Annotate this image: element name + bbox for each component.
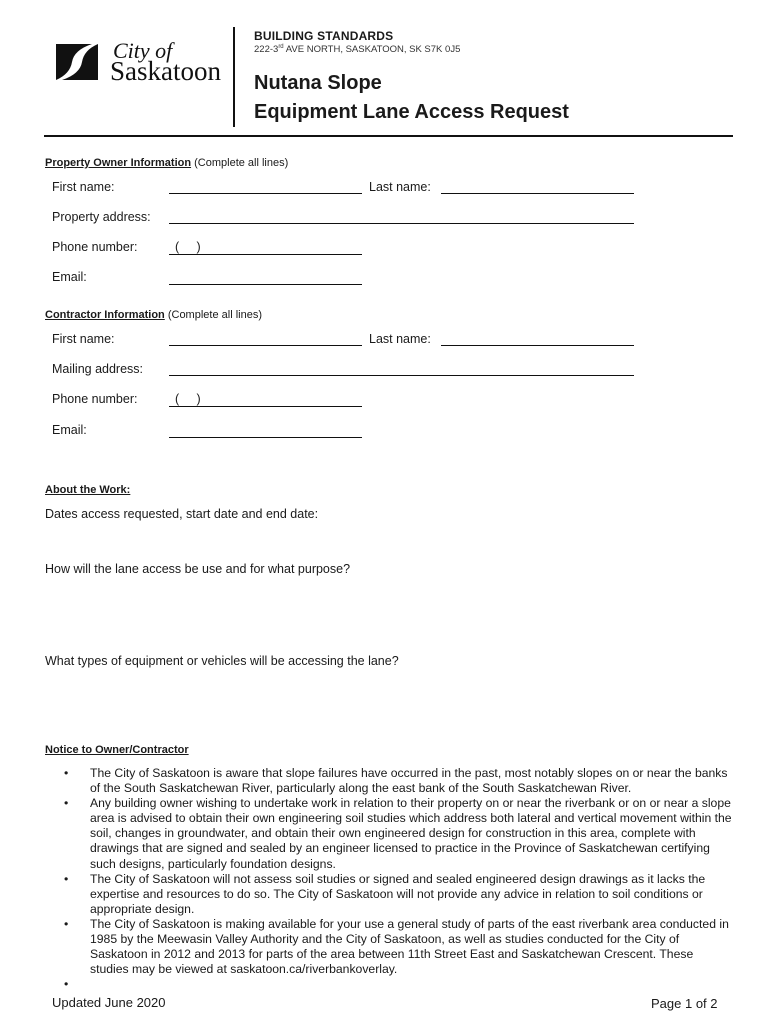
owner-address-field[interactable] bbox=[169, 223, 634, 224]
work-question-purpose: How will the lane access be use and for what purpose? bbox=[45, 562, 351, 576]
notice-item-empty bbox=[64, 977, 732, 992]
contractor-phone-area-code: ( ) bbox=[175, 392, 201, 406]
contractor-first-name-label: First name: bbox=[52, 332, 115, 346]
owner-phone-field[interactable] bbox=[169, 254, 362, 255]
form-title-line2: Equipment Lane Access Request bbox=[254, 101, 569, 123]
work-question-dates: Dates access requested, start date and end date: bbox=[45, 507, 319, 521]
footer-updated-date: Updated June 2020 bbox=[52, 995, 166, 1010]
contractor-address-label: Mailing address: bbox=[52, 362, 144, 376]
owner-phone-area-code: ( ) bbox=[175, 240, 201, 254]
owner-email-field[interactable] bbox=[169, 284, 362, 285]
owner-first-name-field[interactable] bbox=[169, 193, 362, 194]
owner-first-name-label: First name: bbox=[52, 180, 115, 194]
notice-list bbox=[64, 766, 732, 992]
logo-text-city-of: City of bbox=[113, 38, 173, 63]
notice-item: • The City of Saskatoon will not assess soil studies or signed and sealed engineered design drawings as it lacks the expertise and resources to do so. The City of Saskatoon will not provide any advice in relation to soil conditions or appropriate design. bbox=[64, 872, 732, 917]
work-question-equipment: What types of equipment or vehicles will be accessing the lane? bbox=[45, 654, 399, 668]
logo-text-saskatoon: Saskatoon bbox=[110, 56, 221, 86]
contractor-phone-field[interactable] bbox=[169, 406, 362, 407]
work-section-heading: About the Work: bbox=[45, 484, 131, 496]
contractor-email-label: Email: bbox=[52, 423, 87, 437]
owner-last-name-field[interactable] bbox=[441, 193, 634, 194]
city-logo-swoosh-icon bbox=[52, 40, 102, 84]
owner-section-heading: Property Owner Information (Complete all lines) bbox=[45, 157, 289, 169]
department-name: BUILDING STANDARDS bbox=[254, 29, 394, 43]
footer-page-number: Page 1 of 2 bbox=[651, 996, 718, 1011]
contractor-first-name-field[interactable] bbox=[169, 345, 362, 346]
notice-section-heading: Notice to Owner/Contractor bbox=[45, 744, 189, 756]
owner-address-label: Property address: bbox=[52, 210, 151, 224]
notice-item: • Any building owner wishing to undertake work in relation to their property on or near the riverbank or on or near a slope area is advised to obtain their own engineering soil studies which address both lateral and vertical movement within the soil, changes in groundwater, and obtain their own engineered design for construction in this area, complete with drawings that are signed and sealed by an engineer licensed to practice in the Province of Saskatchewan certifying such designs, particularly foundation designs. bbox=[64, 796, 732, 871]
contractor-email-field[interactable] bbox=[169, 437, 362, 438]
header-divider bbox=[233, 27, 235, 127]
department-address: 222-3rd AVE NORTH, SASKATOON, SK S7K 0J5 bbox=[254, 44, 461, 56]
form-title-line1: Nutana Slope bbox=[254, 72, 382, 94]
notice-item: • The City of Saskatoon is aware that slope failures have occurred in the past, most notably slopes on or near the banks of the South Saskatchewan River, particularly along the east bank of the South Saskatchewan River. bbox=[64, 766, 732, 796]
contractor-last-name-label: Last name: bbox=[369, 332, 431, 346]
owner-last-name-label: Last name: bbox=[369, 180, 431, 194]
header-rule bbox=[44, 135, 733, 137]
contractor-address-field[interactable] bbox=[169, 375, 634, 376]
owner-email-label: Email: bbox=[52, 270, 87, 284]
contractor-phone-label: Phone number: bbox=[52, 392, 138, 406]
contractor-section-heading: Contractor Information (Complete all lines) bbox=[45, 309, 262, 321]
notice-item: • The City of Saskatoon is making available for your use a general study of parts of the east riverbank area conducted in 1985 by the Meewasin Valley Authority and the City of Saskatoon, as well as studies conducted for the City of Saskatoon in 2012 and 2013 for parts of the area between 11th Street East and Saskatchewan Crescent. These studies may be viewed at saskatoon.ca/riverbankoverlay. bbox=[64, 917, 732, 977]
contractor-last-name-field[interactable] bbox=[441, 345, 634, 346]
owner-phone-label: Phone number: bbox=[52, 240, 138, 254]
